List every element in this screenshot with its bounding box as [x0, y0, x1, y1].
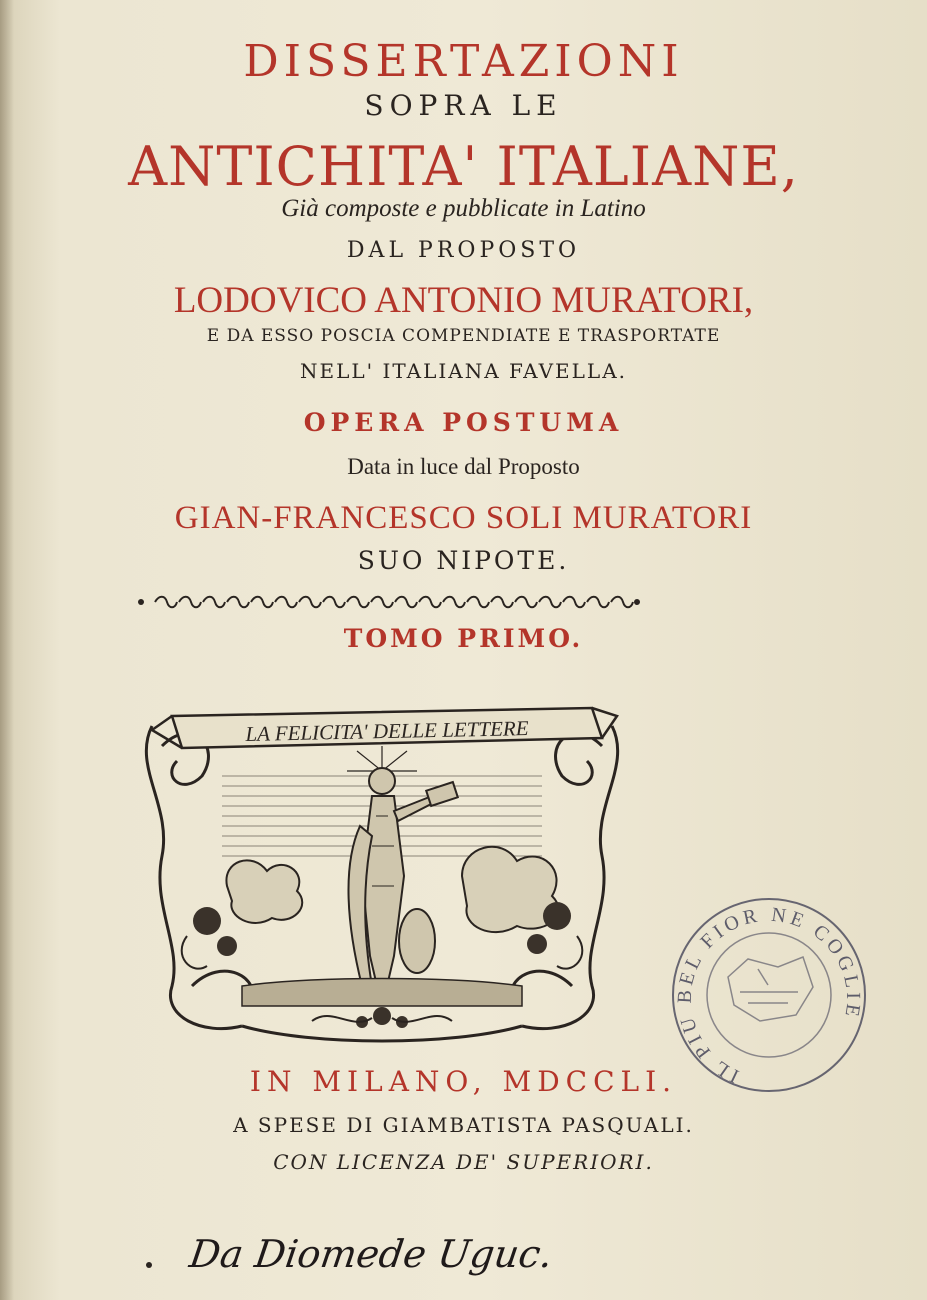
ornament-motif	[203, 597, 225, 608]
imprint-publisher: A SPESE DI GIAMBATISTA PASQUALI.	[233, 1113, 694, 1137]
ornament-motif	[443, 597, 465, 608]
ornament-motif	[179, 597, 201, 608]
ornament-motif	[515, 597, 537, 608]
library-stamp	[668, 897, 870, 1093]
ornament-motif	[299, 597, 321, 608]
ornament-motif	[467, 597, 489, 608]
line-dal-proposto: DAL PROPOSTO	[346, 238, 581, 263]
ornament-motif	[491, 597, 513, 608]
stamp-text: IL PIU BEL FIOR NE COGLIE	[673, 903, 865, 1088]
handwritten-signature: Da Diomede Uguc.	[186, 1232, 556, 1276]
ornament-motif	[539, 597, 561, 608]
line-suo-nipote: SUO NIPOTE.	[357, 546, 570, 575]
ornamental-rule	[135, 594, 643, 610]
ornament-motif	[347, 597, 369, 608]
imprint-licenza: CON LICENZA DE' SUPERIORI.	[273, 1150, 654, 1174]
vignette-motto: LA FELICITA' DELLE LETTERE	[245, 716, 529, 746]
title-line-antichita: ANTICHITA' ITALIANE,	[128, 135, 799, 198]
ornament-motif	[611, 597, 633, 608]
title-line-sopra-le: SOPRA LE	[364, 89, 563, 122]
ornament-motif	[395, 597, 417, 608]
ornament-motif	[275, 597, 297, 608]
ornament-motif	[227, 597, 249, 608]
ornament-motif	[251, 597, 273, 608]
title-line-dissertazioni: DISSERTAZIONI	[243, 36, 684, 87]
subtitle-latino: Già composte e pubblicate in Latino	[281, 195, 646, 222]
imprint-place-date: IN MILANO, MDCCLI.	[249, 1065, 678, 1098]
ornament-motif	[587, 597, 609, 608]
svg-text:IL PIU BEL FIOR NE COGLIE	[674, 904, 864, 1087]
ink-dot	[146, 1262, 152, 1268]
line-italiana-favella: NELL' ITALIANA FAVELLA.	[299, 359, 628, 383]
author-name: LODOVICO ANTONIO MURATORI,	[173, 280, 754, 321]
editor-name: GIAN-FRANCESCO SOLI MURATORI	[174, 500, 753, 536]
line-compendiate: E DA ESSO POSCIA COMPENDIATE E TRASPORTATE	[206, 326, 721, 346]
ornament-motif	[323, 597, 345, 608]
ornament-motif	[563, 597, 585, 608]
line-data-in-luce: Data in luce dal Proposto	[347, 454, 580, 479]
ornament-motif	[371, 597, 393, 608]
line-opera-postuma: OPERA POSTUMA	[303, 408, 624, 437]
printers-vignette	[132, 686, 632, 1056]
ornament-motif	[419, 597, 441, 608]
volume-label: TOMO PRIMO.	[343, 624, 584, 653]
ornament-motif	[155, 597, 177, 608]
